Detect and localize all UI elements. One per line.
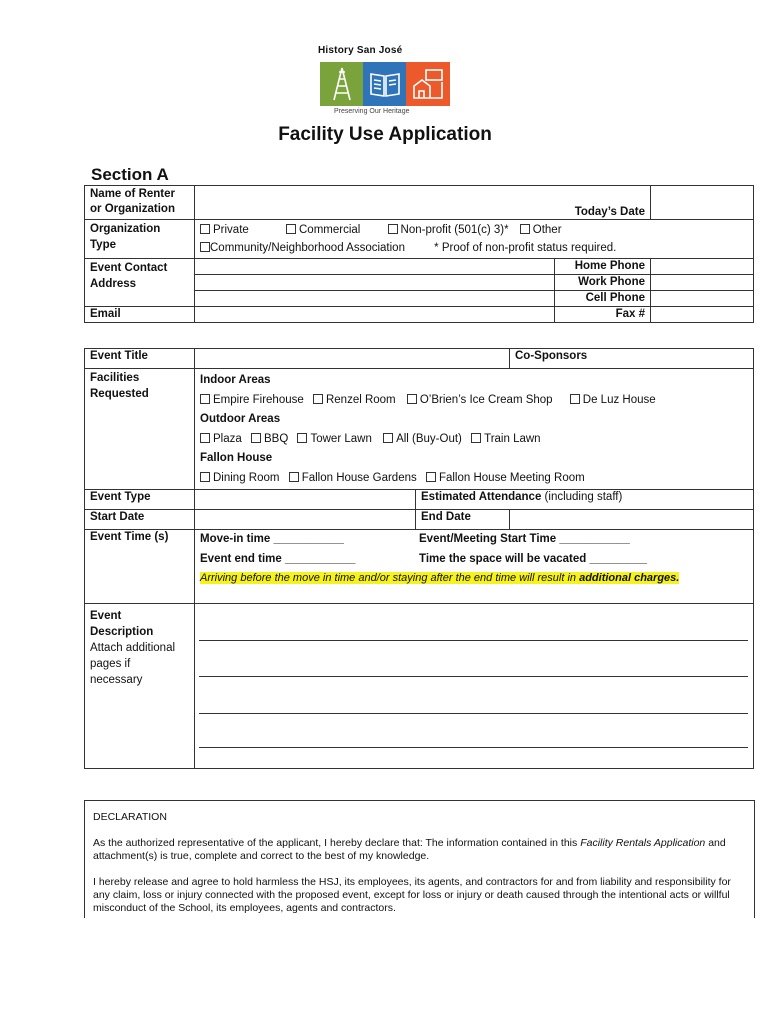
book-icon (363, 62, 407, 106)
checkbox-icon[interactable] (570, 394, 580, 404)
checkbox-tower-lawn[interactable]: Tower Lawn (297, 433, 371, 445)
attendance-note: (including staff) (541, 491, 623, 503)
checkbox-icon[interactable] (520, 224, 530, 234)
org-name: History San José (318, 45, 403, 56)
declaration-box (84, 800, 755, 918)
checkbox-icon[interactable] (313, 394, 323, 404)
description-line (199, 677, 748, 714)
organization-type-label: Organization Type (85, 220, 195, 259)
checkbox-icon[interactable] (200, 224, 210, 234)
event-end-time[interactable]: Event end time ___________ (200, 552, 356, 565)
declaration-heading: DECLARATION (93, 811, 167, 823)
address-field[interactable] (195, 275, 555, 291)
todays-date-cell[interactable] (195, 186, 651, 220)
checkbox-all-buy-out[interactable]: All (Buy-Out) (383, 433, 462, 445)
checkbox-icon[interactable] (200, 394, 210, 404)
tagline: Preserving Our Heritage (334, 108, 410, 115)
email-field[interactable] (195, 307, 555, 323)
estimated-attendance-cell[interactable] (416, 490, 754, 510)
checkbox-icon[interactable] (471, 433, 481, 443)
end-date-field[interactable] (510, 510, 754, 530)
checkbox-icon[interactable] (200, 472, 210, 482)
event-description-field[interactable] (195, 604, 754, 769)
checkbox-private[interactable]: Private (200, 224, 249, 236)
event-title-field[interactable] (195, 349, 510, 369)
nonprofit-proof-note: * Proof of non-profit status required. (434, 242, 617, 254)
event-table (84, 348, 754, 769)
checkbox-icon[interactable] (289, 472, 299, 482)
checkbox-commercial[interactable]: Commercial (286, 224, 360, 236)
checkbox-train-lawn[interactable]: Train Lawn (471, 433, 540, 445)
checkbox-renzel-room[interactable]: Renzel Room (313, 394, 396, 406)
fallon-house-heading: Fallon House (200, 452, 273, 464)
end-date-label: End Date (416, 510, 510, 530)
tower-icon (320, 62, 364, 106)
cell-phone-label: Cell Phone (555, 291, 651, 307)
meeting-start-time[interactable]: Event/Meeting Start Time ___________ (419, 533, 630, 545)
work-phone-field[interactable] (651, 275, 754, 291)
event-contact-field[interactable] (195, 259, 555, 275)
description-line (199, 604, 748, 641)
additional-charges-warning: Arriving before the move in time and/or staying after the end time will result in additional charges. (200, 572, 680, 584)
checkbox-icon[interactable] (407, 394, 417, 404)
checkbox-de-luz-house[interactable]: De Luz House (570, 394, 656, 406)
email-label: Email (85, 307, 195, 323)
event-times-label: Event Time (s) (85, 530, 195, 604)
move-in-time[interactable]: Move-in time ___________ (200, 533, 344, 545)
home-phone-label: Home Phone (555, 259, 651, 275)
checkbox-bbq[interactable]: BBQ (251, 433, 288, 445)
page-title: Facility Use Application (278, 124, 492, 145)
tower-logo-tile (320, 62, 364, 106)
checkbox-icon[interactable] (426, 472, 436, 482)
todays-date-field[interactable] (651, 186, 754, 220)
checkbox-icon[interactable] (383, 433, 393, 443)
estimated-attendance-label: Estimated Attendance (421, 491, 542, 503)
checkbox-empire-firehouse[interactable]: Empire Firehouse (200, 394, 304, 406)
checkbox-fallon-gardens[interactable]: Fallon House Gardens (289, 472, 417, 484)
outdoor-areas-heading: Outdoor Areas (200, 413, 281, 425)
home-phone-field[interactable] (651, 259, 754, 275)
checkbox-icon[interactable] (251, 433, 261, 443)
event-description-label: Event Description Attach additional pages if necessary (85, 604, 195, 769)
house-icon (406, 62, 450, 106)
start-date-label: Start Date (85, 510, 195, 530)
checkbox-obriens[interactable]: O’Brien’s Ice Cream Shop (407, 394, 553, 406)
event-type-field[interactable] (195, 490, 416, 510)
description-line (199, 641, 748, 677)
checkbox-icon[interactable] (286, 224, 296, 234)
event-title-label: Event Title (85, 349, 195, 369)
checkbox-community[interactable]: Community/Neighborhood Association (200, 242, 405, 254)
house-logo-tile (406, 62, 450, 106)
declaration-paragraph-2: I hereby release and agree to hold harmless the HSJ, its employees, its agents, and contractors for and from liability and responsibility for any claim, loss or injury connected with the proposed event, except for loss or injury or death caused through the intentional acts or willful misconduct of the School, its employees, agents and contractors. (93, 876, 731, 914)
event-contact-address-label: Event Contact Address (85, 259, 195, 307)
renter-table (84, 185, 754, 323)
start-date-field[interactable] (195, 510, 416, 530)
fax-label: Fax # (555, 307, 651, 323)
work-phone-label: Work Phone (555, 275, 651, 291)
vacate-time[interactable]: Time the space will be vacated _________ (419, 552, 648, 565)
declaration-paragraph-1: As the authorized representative of the applicant, I hereby declare that: The information contained in this Facility Rentals Application and attachment(s) is true, complete and correct to the best of my knowledge. (93, 837, 726, 862)
organization-type-options (195, 220, 754, 259)
facilities-requested-label: Facilities Requested (85, 369, 195, 490)
section-heading: Section A (91, 165, 169, 184)
event-type-label: Event Type (85, 490, 195, 510)
cell-phone-field[interactable] (651, 291, 754, 307)
checkbox-plaza[interactable]: Plaza (200, 433, 242, 445)
checkbox-icon[interactable] (297, 433, 307, 443)
fax-field[interactable] (651, 307, 754, 323)
checkbox-dining-room[interactable]: Dining Room (200, 472, 279, 484)
checkbox-icon[interactable] (200, 433, 210, 443)
todays-date-label: Today’s Date (574, 206, 645, 218)
book-logo-tile (363, 62, 407, 106)
co-sponsors-label: Co-Sponsors (510, 349, 754, 369)
checkbox-nonprofit[interactable]: Non-profit (501(c) 3)* (388, 224, 509, 236)
indoor-areas-heading: Indoor Areas (200, 374, 271, 386)
checkbox-other[interactable]: Other (520, 224, 562, 236)
event-times-cell (195, 530, 754, 604)
checkbox-icon[interactable] (388, 224, 398, 234)
address-field-2[interactable] (195, 291, 555, 307)
name-of-renter-label: Name of Renter or Organization (85, 186, 195, 220)
description-line (199, 714, 748, 748)
facilities-options (195, 369, 754, 490)
checkbox-fallon-meeting-room[interactable]: Fallon House Meeting Room (426, 472, 585, 484)
checkbox-icon[interactable] (200, 242, 210, 252)
